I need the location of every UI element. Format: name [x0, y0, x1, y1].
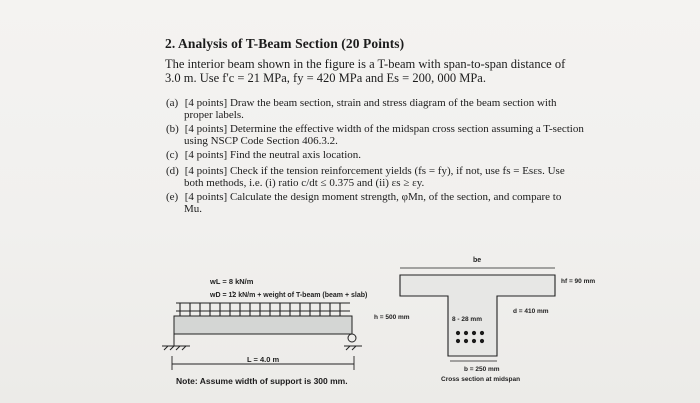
effective-width-label: be — [473, 257, 482, 264]
live-load-label: wL = 8 kN/m — [210, 277, 254, 286]
effective-depth-label: d = 410 mm — [513, 308, 549, 315]
task-label: (c) — [166, 149, 179, 161]
span-label: L = 4.0 m — [247, 355, 280, 364]
task-text-line1: [4 points] Determine the effective width of the midspan cross section assuming a T-section — [184, 123, 584, 135]
left-support — [162, 334, 190, 350]
task-text-line2: both methods, i.e. (i) ratio c/dt ≤ 0.375 and (ii) εs ≥ εy. — [184, 176, 425, 189]
distributed-load-arrows — [176, 303, 350, 316]
t-section-figure — [374, 257, 595, 383]
flange-thickness-label: hf = 90 mm — [561, 278, 596, 285]
task-text-line2: using NSCP Code Section 406.3.2. — [184, 134, 338, 147]
task-text-line1: [4 points] Calculate the design moment strength, φMn, of the section, and compare to — [184, 191, 562, 203]
task-label: (e) — [166, 191, 179, 203]
beam-elevation-figure — [162, 277, 367, 370]
task-text-line1: [4 points] Find the neutral axis location. — [184, 149, 362, 161]
right-support — [344, 334, 362, 350]
dead-load-label: wD = 12 kN/m + weight of T-beam (beam + slab) — [210, 292, 368, 299]
task-label: (d) — [166, 165, 179, 177]
task-label: (b) — [166, 123, 179, 135]
intro-line-2: 3.0 m. Use f'c = 21 MPa, fy = 420 MPa and Es = 200, 000 MPa. — [165, 71, 486, 85]
task-label: (a) — [166, 97, 179, 109]
problem-title: 2. Analysis of T-Beam Section (20 Points) — [165, 36, 405, 51]
task-text-line2: Mu. — [184, 202, 203, 215]
support-note: Note: Assume width of support is 300 mm. — [176, 376, 348, 386]
web-width-label: b = 250 mm — [464, 366, 500, 373]
task-text-line1: [4 points] Check if the tension reinforcement yields (fs = fy), if not, use fs = Esεs. Use — [184, 165, 565, 177]
task-text-line1: [4 points] Draw the beam section, strain and stress diagram of the beam section with — [184, 97, 557, 109]
section-caption: Cross section at midspan — [441, 376, 521, 383]
bar-label: 8 - 28 mm — [452, 316, 482, 323]
task-text-line2: proper labels. — [184, 108, 244, 121]
total-height-label: h = 500 mm — [374, 314, 410, 321]
beam-body — [174, 316, 352, 334]
intro-line-1: The interior beam shown in the figure is a T-beam with span-to-span distance of — [165, 57, 566, 71]
